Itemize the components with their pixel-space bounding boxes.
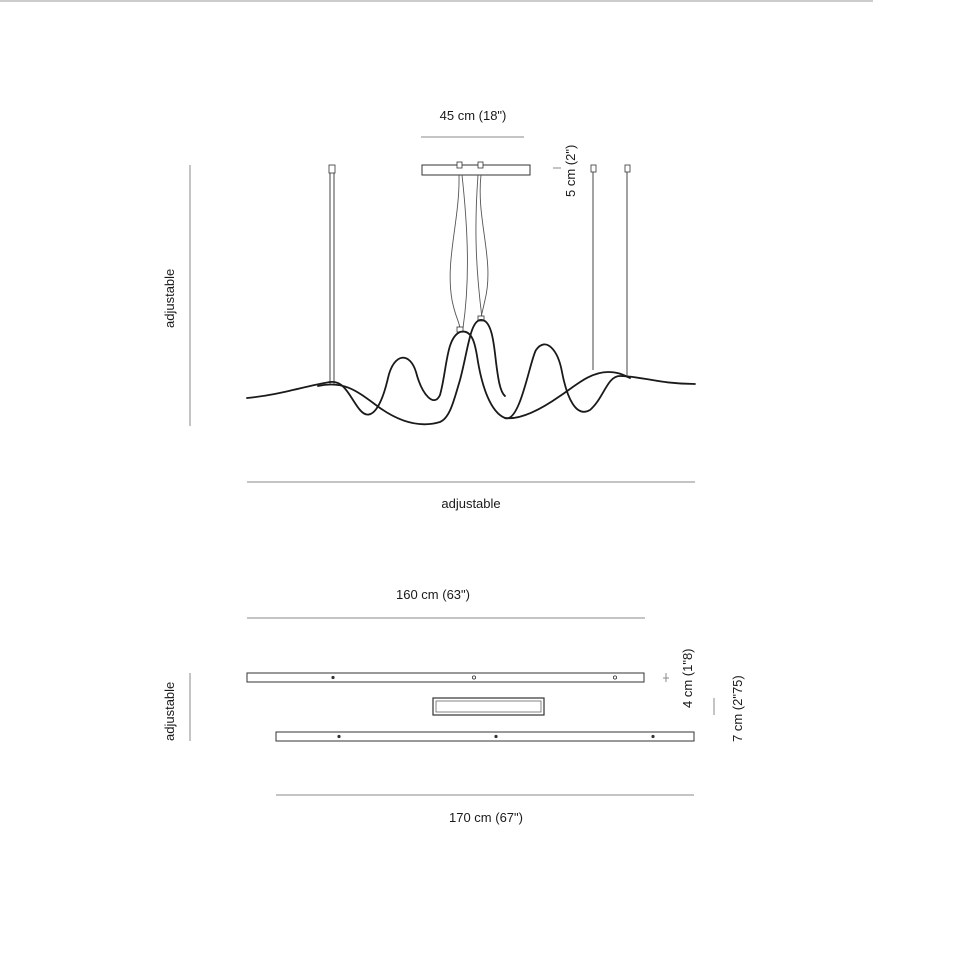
span-adjustable-label: adjustable bbox=[441, 496, 501, 511]
fixture-depth-label: 7 cm (2"75) bbox=[730, 675, 745, 742]
top-rail-mount-center bbox=[472, 676, 475, 679]
canopy-width-label: 45 cm (18") bbox=[439, 108, 507, 123]
light-cable-back-left bbox=[318, 320, 505, 424]
top-rail-length-label: 160 cm (63") bbox=[396, 587, 470, 602]
fixture-mount-left bbox=[337, 735, 340, 738]
height-adjustable-label: adjustable bbox=[162, 268, 177, 328]
plan-canopy-inner bbox=[436, 701, 541, 712]
canopy-height-label: 5 cm (2") bbox=[563, 144, 578, 197]
top-ceiling-rail bbox=[247, 673, 644, 682]
ceiling-canopy bbox=[422, 165, 530, 175]
fixture-mount-right bbox=[651, 735, 654, 738]
plan-view bbox=[162, 587, 745, 825]
top-rail-mount-left bbox=[331, 676, 334, 679]
top-rail-mount-right bbox=[613, 676, 616, 679]
canopy-connector-left bbox=[457, 162, 462, 168]
rod-anchor-left bbox=[329, 165, 335, 173]
spacing-adjustable-label: adjustable bbox=[162, 681, 177, 741]
light-cable-front bbox=[247, 332, 695, 419]
rod-anchor-right bbox=[625, 165, 630, 172]
elevation-view bbox=[162, 108, 695, 511]
bottom-length-label: 170 cm (67") bbox=[449, 810, 523, 825]
canopy-connector-right bbox=[478, 162, 483, 168]
rod-anchor-mid-right bbox=[591, 165, 596, 172]
feed-wire-inner-left bbox=[462, 175, 467, 328]
feed-wire-right bbox=[480, 175, 488, 320]
fixture-mount-center bbox=[494, 735, 497, 738]
feed-wire-left bbox=[450, 175, 460, 330]
feed-wire-inner-right bbox=[476, 175, 482, 318]
rail-depth-label: 4 cm (1"8) bbox=[680, 648, 695, 708]
